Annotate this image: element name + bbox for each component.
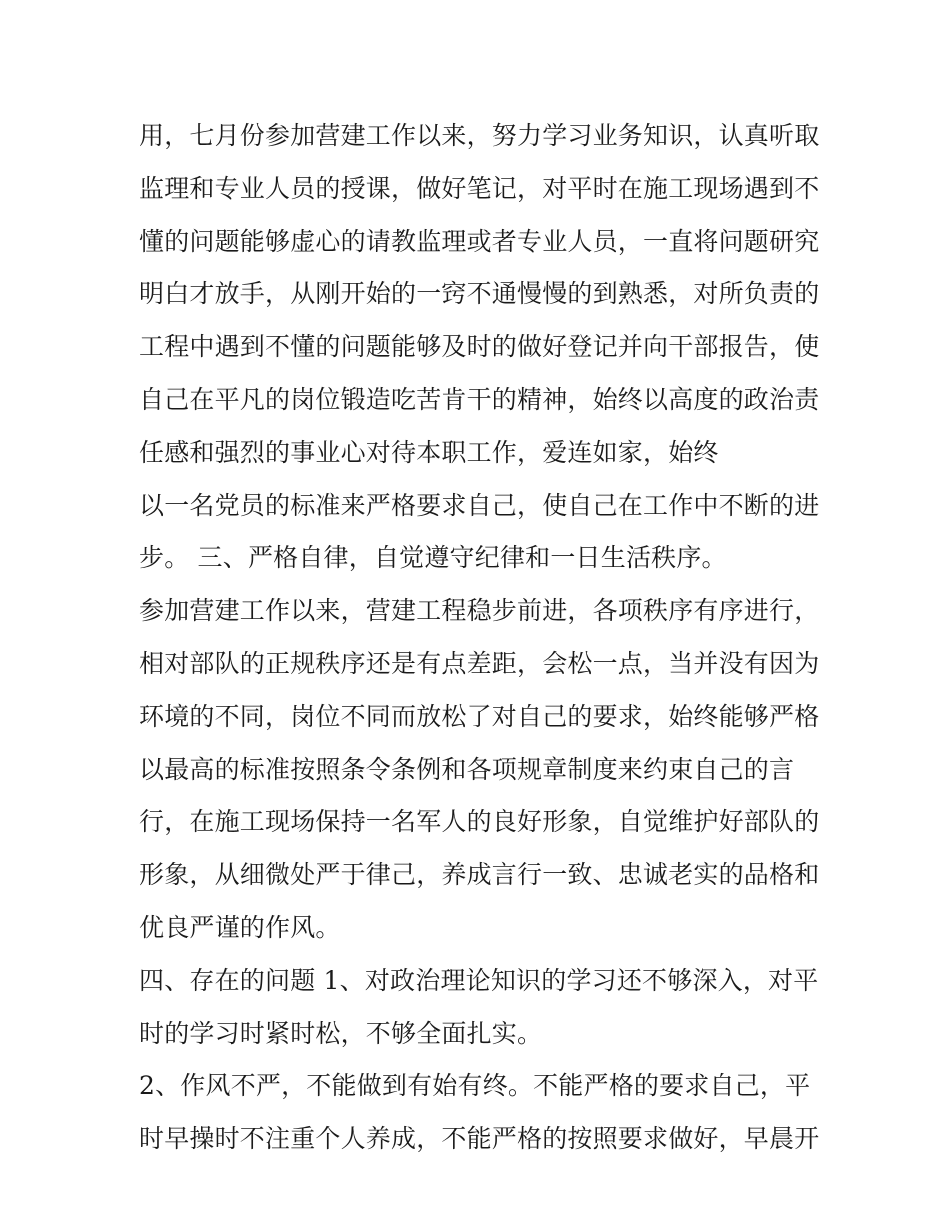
text-line: 步。 三、严格自律，自觉遵守纪律和一日生活秩序。 — [139, 543, 727, 573]
text-line: 行，在施工现场保持一名军人的良好形象，自觉维护好部队的 — [139, 807, 819, 837]
text-line: 工程中遇到不懂的问题能够及时的做好登记并向干部报告，使 — [139, 332, 819, 362]
text-line: 四、存在的问题 1、对政治理论知识的学习还不够深入，对平 — [139, 965, 819, 995]
text-line: 以最高的标准按照条令条例和各项规章制度来约束自己的言 — [139, 754, 795, 784]
text-line: 时早操时不注重个人养成，不能严格的按照要求做好，早晨开 — [139, 1124, 819, 1154]
text-line: 环境的不同，岗位不同而放松了对自己的要求，始终能够严格 — [139, 701, 819, 731]
text-line: 以一名党员的标准来严格要求自己，使自己在工作中不断的进 — [139, 490, 819, 520]
text-line: 用，七月份参加营建工作以来，努力学习业务知识，认真听取 — [139, 121, 819, 150]
text-line: 任感和强烈的事业心对待本职工作，爱连如家，始终 — [139, 437, 719, 467]
text-line: 明白才放手，从刚开始的一窍不通慢慢的到熟悉，对所负责的 — [139, 279, 819, 309]
text-line: 时的学习时紧时松，不够全面扎实。 — [139, 1018, 543, 1048]
text-line: 2、作风不严，不能做到有始有终。不能严格的要求自己，平 — [139, 1071, 811, 1101]
body-text — [139, 110, 819, 1166]
text-line: 参加营建工作以来，营建工程稳步前进，各项秩序有序进行， — [139, 596, 819, 626]
text-line: 优良严谨的作风。 — [139, 912, 341, 942]
text-line: 形象，从细微处严于律己，养成言行一致、忠诚老实的品格和 — [139, 860, 819, 890]
text-line: 相对部队的正规秩序还是有点差距，会松一点，当并没有因为 — [139, 648, 819, 678]
text-line: 自己在平凡的岗位锻造吃苦肯干的精神，始终以高度的政治责 — [139, 384, 819, 414]
text-line: 懂的问题能够虚心的请教监理或者专业人员，一直将问题研究 — [139, 226, 819, 256]
text-line: 监理和专业人员的授课，做好笔记，对平时在施工现场遇到不 — [139, 173, 819, 203]
